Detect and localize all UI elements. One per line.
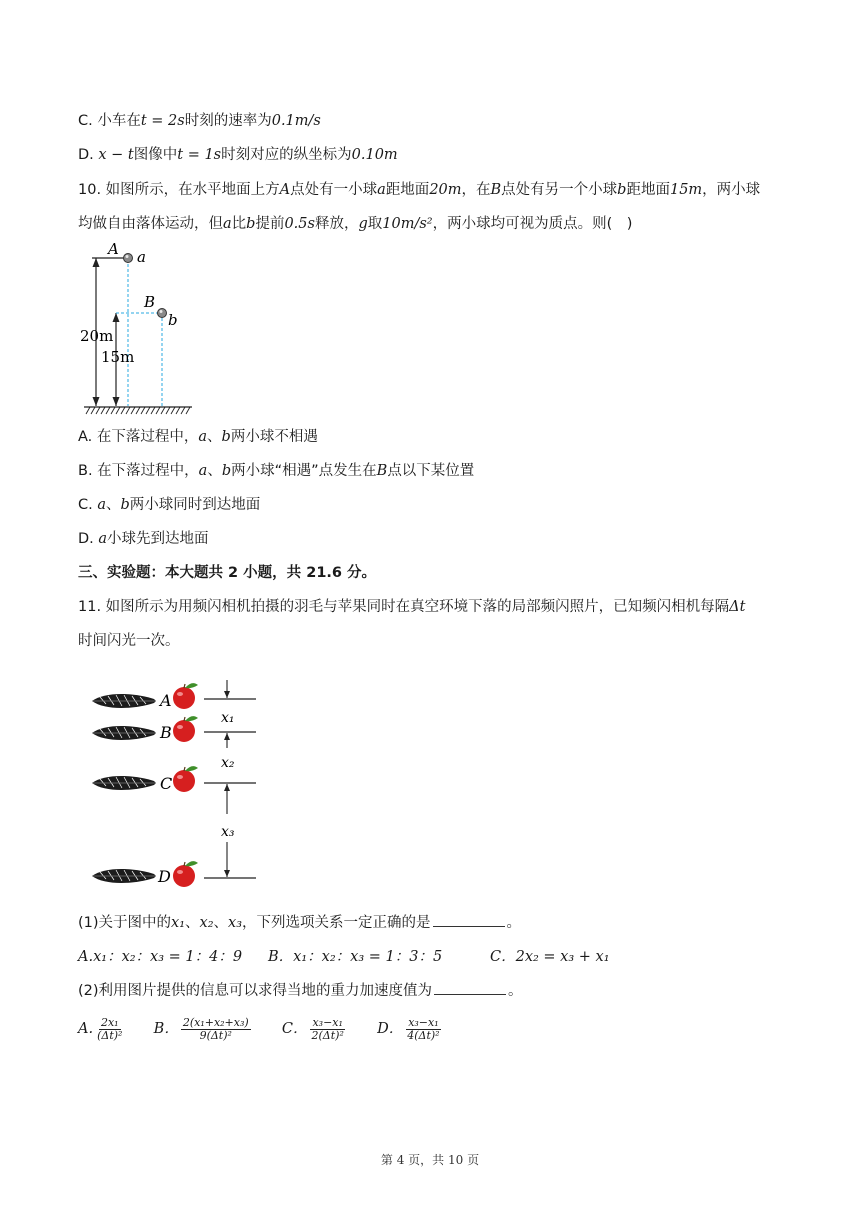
q10-opt-text: 小球先到达地面 <box>107 531 209 547</box>
arrow-down-icon <box>113 397 120 406</box>
q10-text: 释放， <box>314 216 359 232</box>
q10-point-a: A <box>279 182 291 198</box>
feather-icon <box>92 726 156 740</box>
q9-c-math: t = 2s <box>140 113 185 129</box>
feather-icon <box>92 776 156 790</box>
label-point-a: A <box>108 240 119 258</box>
q10-stem-line2 <box>78 214 632 234</box>
fraction-denominator: 4(Δt)² <box>407 1028 440 1042</box>
q11-sub1 <box>78 913 521 933</box>
q10-text: 取 <box>367 216 383 232</box>
q10-opt-sep: 、 <box>207 429 222 445</box>
q9-d-text2: 图像中 <box>133 147 178 163</box>
fraction-denominator: (Δt)² <box>97 1028 123 1042</box>
q10-option-a <box>78 427 318 447</box>
q11-dt: Δt <box>729 599 746 615</box>
q10-option-c <box>78 495 260 515</box>
fraction-numerator: 2(x₁+x₂+x₃) <box>182 1015 249 1029</box>
q9-d-math2: t = 1s <box>177 147 222 163</box>
q10-opt-ball-b: b <box>221 429 231 445</box>
label-ball-a: a <box>137 248 146 266</box>
q10-ball-b: b <box>617 182 627 198</box>
q10-text: 距地面 <box>385 182 430 198</box>
q10-opt-text: A. 在下落过程中， <box>78 429 199 445</box>
q10-opt-ball-a: a <box>98 531 108 547</box>
q11-stem-line1 <box>78 597 745 617</box>
q11-sub2-option-c-label: C． <box>281 1021 308 1037</box>
apple-icon <box>173 766 198 792</box>
q10-stem-line1 <box>78 180 760 200</box>
label-point-b: B <box>144 293 156 311</box>
q11-sep: 、 <box>185 915 200 931</box>
q11-text: (2)利用图片提供的信息可以求得当地的重力加速度值为 <box>78 983 433 999</box>
label-15m: 15m <box>101 348 135 366</box>
q11-sub1-option-c: C．2x₂ = x₃ + x₁ <box>490 949 610 965</box>
arrow-up-icon <box>224 784 230 791</box>
apple-icon <box>173 861 198 887</box>
feather-icon <box>92 869 156 883</box>
q10-g-value: 10m/s² <box>382 216 433 232</box>
q10-opt-text: B. 在下落过程中， <box>78 463 199 479</box>
q11-text: 。 <box>506 915 522 931</box>
q11-sep: 、 <box>213 915 229 931</box>
q10-opt-ball-a: a <box>97 497 106 513</box>
ball-highlight <box>126 255 129 258</box>
q9-d-value: 0.10m <box>351 147 398 163</box>
fraction-denominator: 9(Δt)² <box>199 1028 232 1042</box>
label-d: D <box>158 867 171 886</box>
q10-text: 距地面 <box>626 182 670 198</box>
q10-height-1: 20m <box>429 182 462 198</box>
fraction-denominator: 2(Δt)² <box>311 1028 344 1042</box>
q11-sub1-option-b: B．x₁：x₂：x₃ = 1：3：5 <box>268 949 443 965</box>
q10-ball-a: a <box>223 216 232 232</box>
q11-text: 11. 如图所示为用频闪相机拍摄的羽毛与苹果同时在真空环境下落的局部频闪照片，已知频闪相机每隔 <box>78 599 730 615</box>
q10-text: ，两小球 <box>702 182 761 198</box>
q9-d-text: D. <box>78 147 99 163</box>
q10-opt-text: 两小球“相遇”点发生在 <box>231 463 377 479</box>
q11-sub1-option-a: A.x₁：x₂：x₃ = 1：4：9 <box>78 949 243 965</box>
q10-opt-text: 点以下某位置 <box>387 463 475 479</box>
q9-option-c <box>78 111 321 131</box>
q10-opt-ball-b: b <box>221 463 232 479</box>
q9-d-text3: 时刻对应的纵坐标为 <box>221 147 352 163</box>
q11-sub2-option-a-label: A. <box>78 1021 94 1037</box>
q10-point-b: B <box>490 182 502 198</box>
feather-icon <box>92 694 156 708</box>
q11-text: ，下列选项关系一定正确的是 <box>242 915 431 931</box>
q10-opt-ball-a: a <box>198 429 208 445</box>
q10-text: 10. 如图所示，在水平地面上方 <box>78 182 280 198</box>
label-x1: x₁ <box>221 710 235 726</box>
q11-sub2-option-a-fraction <box>95 1017 124 1042</box>
arrow-up-icon <box>93 258 100 267</box>
q11-sub2-option-d-label: D． <box>377 1021 404 1037</box>
q11-sub2-option-c-fraction <box>310 1017 346 1042</box>
arrow-up-icon <box>224 733 230 740</box>
q11-sub2-options <box>78 1014 444 1044</box>
q10-opt-text: 两小球不相遇 <box>230 429 318 445</box>
answer-blank-1[interactable] <box>433 914 505 927</box>
label-20m: 20m <box>80 327 114 345</box>
label-x2: x₂ <box>221 755 235 771</box>
q11-x2: x₂ <box>199 915 214 931</box>
q11-sub2 <box>78 981 523 1001</box>
q10-g-symbol: g <box>358 216 368 232</box>
q11-text: 。 <box>508 983 523 999</box>
q10-ball-a: a <box>377 182 386 198</box>
q10-opt-ball-b: b <box>120 497 130 513</box>
arrow-down-icon <box>93 397 100 406</box>
q10-text: 均做自由落体运动，但 <box>78 216 223 232</box>
label-a: A <box>160 691 172 710</box>
q11-figure <box>86 674 266 896</box>
ball-highlight <box>160 310 163 313</box>
apple-icon <box>173 716 198 742</box>
q10-opt-text: C. <box>78 497 98 513</box>
q10-opt-sep: 、 <box>207 463 222 479</box>
q11-x3: x₃ <box>228 915 243 931</box>
q10-text: 点处有一小球 <box>290 182 378 198</box>
q9-option-d <box>78 145 398 165</box>
ball-a-icon <box>124 254 133 263</box>
q10-figure <box>80 240 200 418</box>
fraction-numerator: x₃−x₁ <box>408 1015 439 1029</box>
q9-d-math: x − t <box>98 147 134 163</box>
q11-sub1-options <box>78 947 610 967</box>
q10-option-d <box>78 529 209 549</box>
q9-c-text: C. 小车在 <box>78 113 141 129</box>
q10-time: 0.5s <box>284 216 315 232</box>
q11-sub2-option-b-fraction <box>181 1017 251 1042</box>
q10-opt-text: 两小球同时到达地面 <box>129 497 261 513</box>
answer-blank-2[interactable] <box>434 982 506 995</box>
label-b: B <box>160 723 172 742</box>
label-ball-b: b <box>168 311 178 329</box>
fraction-numerator: 2x₁ <box>100 1015 119 1029</box>
q10-opt-sep: 、 <box>106 497 121 513</box>
q9-c-text2: 时刻的速率为 <box>184 113 272 129</box>
q10-opt-point-b: B <box>376 463 388 479</box>
ball-b-icon <box>158 309 167 318</box>
q10-text: 比 <box>231 216 247 232</box>
ground-hatching <box>86 407 190 414</box>
apple-icon <box>173 683 198 709</box>
label-c: C <box>160 774 173 793</box>
fraction-numerator: x₃−x₁ <box>312 1015 343 1029</box>
q10-text: ，在 <box>461 182 491 198</box>
q11-sub2-option-b-label: B． <box>153 1021 179 1037</box>
q11-text: (1)关于图中的 <box>78 915 172 931</box>
arrow-down-icon <box>224 870 230 877</box>
label-x3: x₃ <box>221 824 235 840</box>
q10-ball-b: b <box>246 216 256 232</box>
q10-text: ，两小球均可视为质点。则( ) <box>432 216 633 232</box>
section-title: 三、实验题：本大题共 2 小题，共 21.6 分。 <box>78 565 377 581</box>
q11-x1: x₁ <box>171 915 186 931</box>
q10-height-2: 15m <box>669 182 703 198</box>
q10-opt-ball-a: a <box>198 463 208 479</box>
q11-sub2-option-d-fraction <box>405 1017 441 1042</box>
arrow-up-icon <box>113 313 120 322</box>
q10-text: 提前 <box>255 216 285 232</box>
page-footer: 第 4 页，共 10 页 <box>380 1153 480 1167</box>
q10-opt-text: D. <box>78 531 99 547</box>
arrow-down-icon <box>224 691 230 698</box>
q10-text: 点处有另一个小球 <box>501 182 618 198</box>
q10-option-b <box>78 461 474 481</box>
q9-c-value: 0.1m/s <box>271 113 321 129</box>
q11-stem-line2: 时间闪光一次。 <box>78 633 180 649</box>
